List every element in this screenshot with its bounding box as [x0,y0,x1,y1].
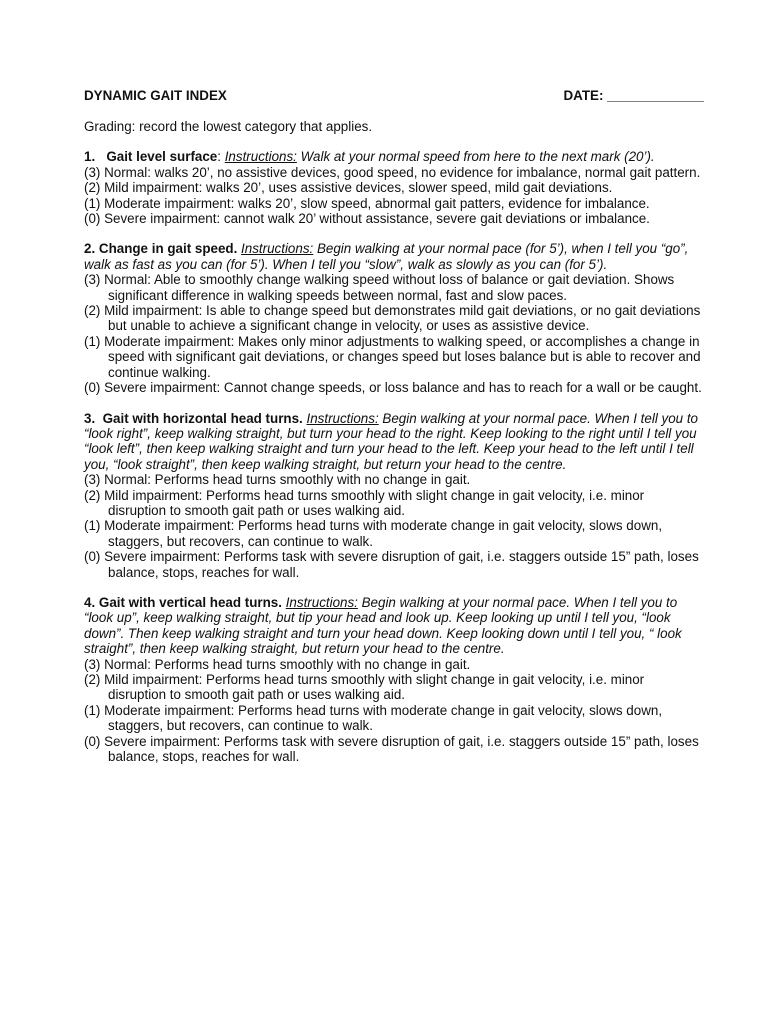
section-3 [84,411,704,580]
score-option: (2) Mild impairment: walks 20’, uses assistive devices, slower speed, mild gait deviations. [84,180,613,196]
section-intro [84,241,704,272]
section-number: 3. [84,410,96,426]
section-title: Gait with horizontal head turns. [102,410,303,426]
score-option: (1) Moderate impairment: Performs head turns with moderate change in gait velocity, slows down, staggers, but recovers, can continue to walk. [84,518,663,549]
instructions-label: Instructions: [224,149,297,165]
document-header [84,88,704,104]
score-option: (3) Normal: walks 20’, no assistive devices, good speed, no evidence for imbalance, normal gait pattern. [84,164,701,180]
section-intro [84,411,704,473]
instructions-label: Instructions: [241,241,314,257]
score-option: (3) Normal: Performs head turns smoothly with no change in gait. [84,472,471,488]
score-option: (0) Severe impairment: Performs task with severe disruption of gait, i.e. staggers outside 15” path, loses balance, stops, reaches for wall. [84,733,699,765]
section-title: Change in gait speed. [98,241,238,257]
section-title: Gait level surface [106,149,218,165]
section-2 [84,241,704,395]
section-4 [84,595,704,764]
document-title: DYNAMIC GAIT INDEX [84,88,227,103]
score-option: (2) Mild impairment: Is able to change speed but demonstrates mild gait deviations, or no gait deviations but unable to achieve a significant change in velocity, or uses as assistive device. [84,303,701,334]
document-content [84,88,704,764]
section-intro [84,149,704,164]
instructions-label: Instructions: [285,594,358,610]
score-option: (1) Moderate impairment: Makes only minor adjustments to walking speed, or accomplishes a change in speed with significant gait deviations, or changes speed but loses balance but is able to recover and continue walking. [84,333,701,380]
score-option: (1) Moderate impairment: Performs head turns with moderate change in gait velocity, slows down, staggers, but recovers, can continue to walk. [84,702,663,734]
instructions-text: Begin walking at your normal pace. When I tell you to “look right”, keep walking straight, but turn your head to the right. Keep looking to the right until I tell you “look left”, then keep walking straight and turn your head to the left. Keep your head to the left until I tell you, “look straight”, then keep walking straight, but return your head to the centre. [84,410,698,472]
sections-container [84,149,704,764]
score-option: (2) Mild impairment: Performs head turns smoothly with slight change in gait velocity, i.e. minor disruption to smooth gait path or uses walking aid. [84,672,645,703]
score-option: (0) Severe impairment: Cannot change speeds, or loss balance and has to reach for a wall or be caught. [84,380,702,396]
score-option: (1) Moderate impairment: walks 20’, slow speed, abnormal gait patters, evidence for imbalance. [84,195,650,211]
instructions-text: Walk at your normal speed from here to the next mark (20’). [296,149,655,165]
score-option: (3) Normal: Able to smoothly change walking speed without loss of balance or gait deviation. Shows significant difference in walking speeds between normal, fast and slow paces. [84,272,675,303]
score-option: (2) Mild impairment: Performs head turns smoothly with slight change in gait velocity, i.e. minor disruption to smooth gait path or uses walking aid. [84,487,645,518]
score-option: (0) Severe impairment: Performs task with severe disruption of gait, i.e. staggers outside 15” path, loses balance, stops, reaches for wall. [84,549,699,580]
instructions-text: Begin walking at your normal pace. When I tell you to “look up”, keep walking straight, but tip your head and look up. Keep looking up until I tell you, “look down”. Then keep walking straight and turn your head down. Keep looking down until I tell you, “ look straight”, then keep walking straight, but return your head to the centre. [84,594,682,657]
section-intro [84,595,704,657]
section-number: 1. [84,149,96,165]
date-field [564,88,704,104]
section-title: Gait with vertical head turns. [98,594,282,610]
section-title-suffix: : [217,149,225,165]
section-number: 2. [84,241,96,257]
date-label: DATE: [563,88,604,103]
score-option: (0) Severe impairment: cannot walk 20’ without assistance, severe gait deviations or imbalance. [84,211,650,227]
date-blank: _____________ [607,88,704,103]
score-option: (3) Normal: Performs head turns smoothly with no change in gait. [84,656,471,672]
section-1 [84,149,704,226]
instructions-text: Begin walking at your normal pace (for 5’), when I tell you “go”, walk as fast as you can (for 5’). When I tell you “slow”, walk as slowly as you can (for 5’). [84,241,689,272]
grading-instruction: Grading: record the lowest category that applies. [84,119,373,134]
section-number: 4. [84,594,96,610]
instructions-label: Instructions: [306,410,379,426]
